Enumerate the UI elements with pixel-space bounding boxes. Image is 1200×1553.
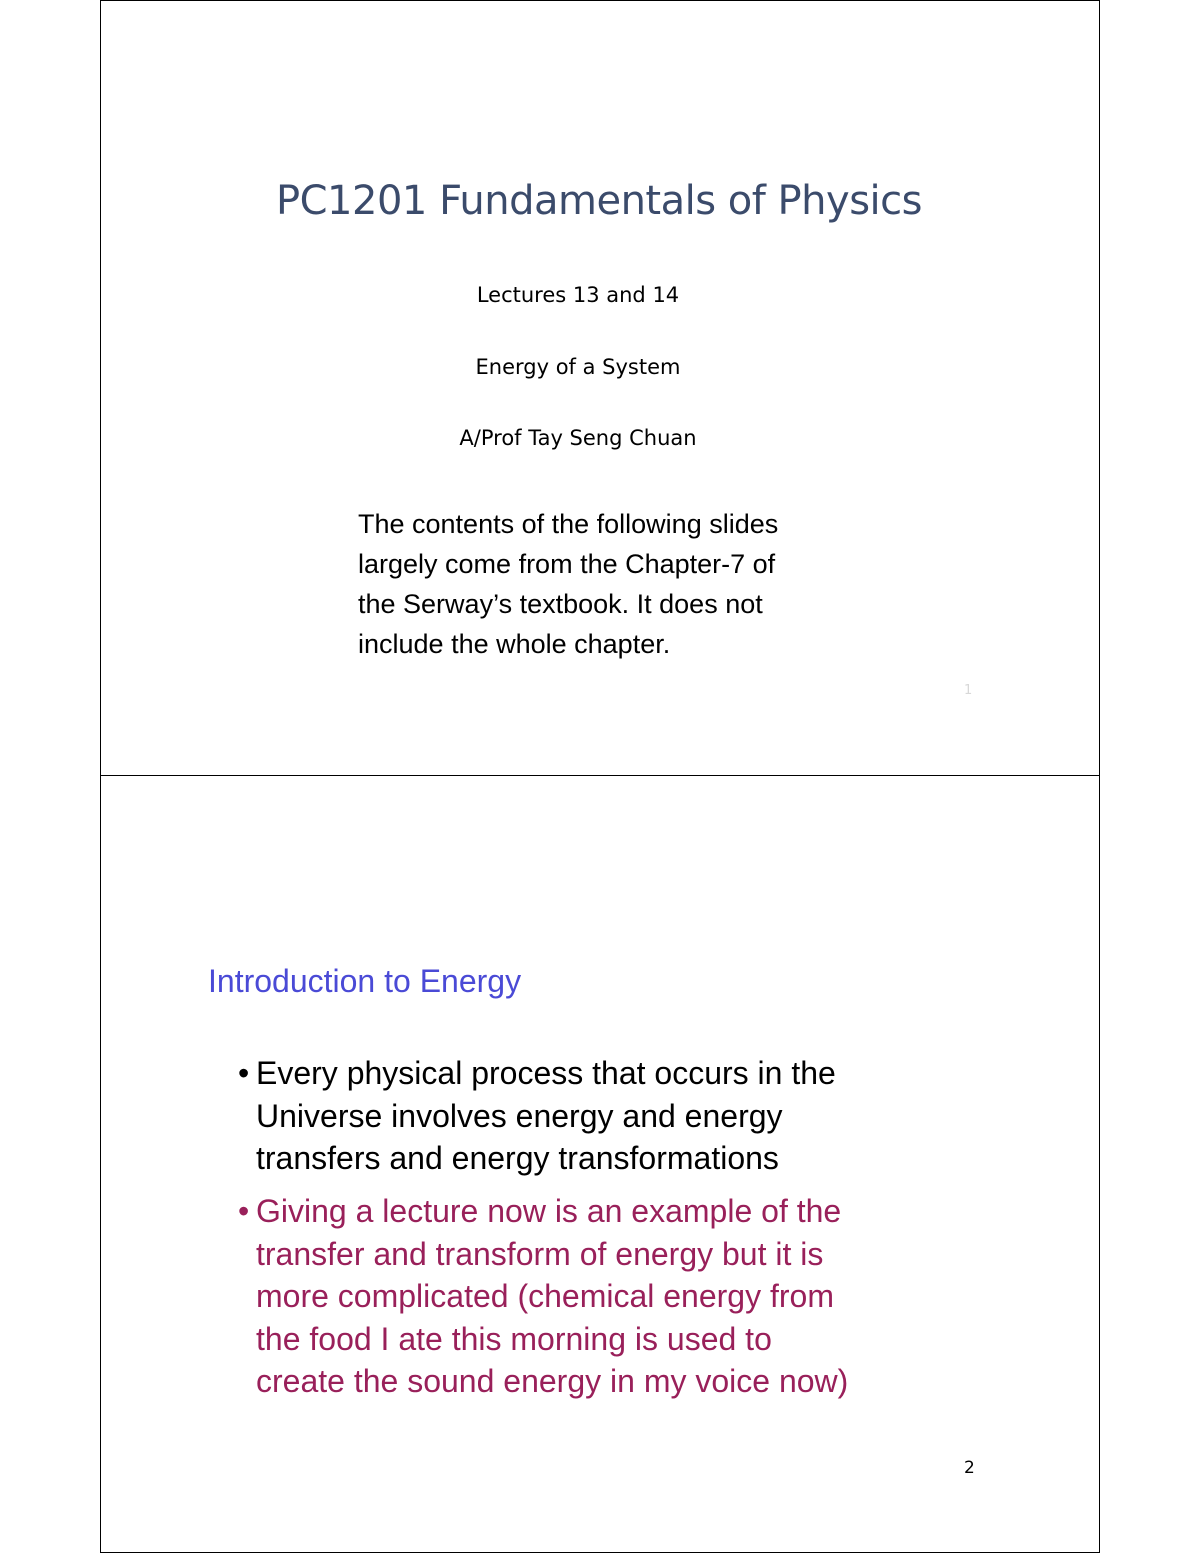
source-note-line: include the whole chapter. (358, 629, 671, 659)
bullet-marker: • (238, 1193, 250, 1229)
source-note-line: The contents of the following slides (358, 509, 779, 539)
slide-1-page-number: 1 (964, 683, 973, 698)
bullet-line: Universe involves energy and energy (256, 1097, 783, 1134)
bullet-marker: • (238, 1055, 250, 1091)
lecture-topic: Energy of a System (475, 355, 681, 379)
bullet-item-2 (238, 1190, 958, 1403)
bullet-item-1 (238, 1052, 958, 1180)
bullet-line: transfer and transform of energy but it is (256, 1235, 824, 1272)
bullet-line: transfers and energy transformations (256, 1140, 779, 1176)
slide-1-title: PC1201 Fundamentals of Physics (276, 178, 922, 224)
source-note (358, 504, 918, 664)
source-note-line: the Serway’s textbook. It does not (358, 589, 763, 619)
bullet-line: more complicated (chemical energy from (256, 1278, 834, 1314)
slide-2-heading: Introduction to Energy (208, 963, 522, 999)
bullet-line: Giving a lecture now is an example of the (256, 1193, 842, 1229)
slide-2-page-number: 2 (964, 1458, 975, 1478)
bullet-line: the food I ate this morning is used to (256, 1320, 772, 1357)
source-note-line: largely come from the Chapter-7 of (358, 549, 776, 579)
bullet-line: create the sound energy in my voice now) (256, 1363, 849, 1399)
author-name: A/Prof Tay Seng Chuan (459, 426, 697, 450)
bullet-line: Every physical process that occurs in the (256, 1055, 836, 1091)
lecture-numbers: Lectures 13 and 14 (476, 283, 680, 307)
